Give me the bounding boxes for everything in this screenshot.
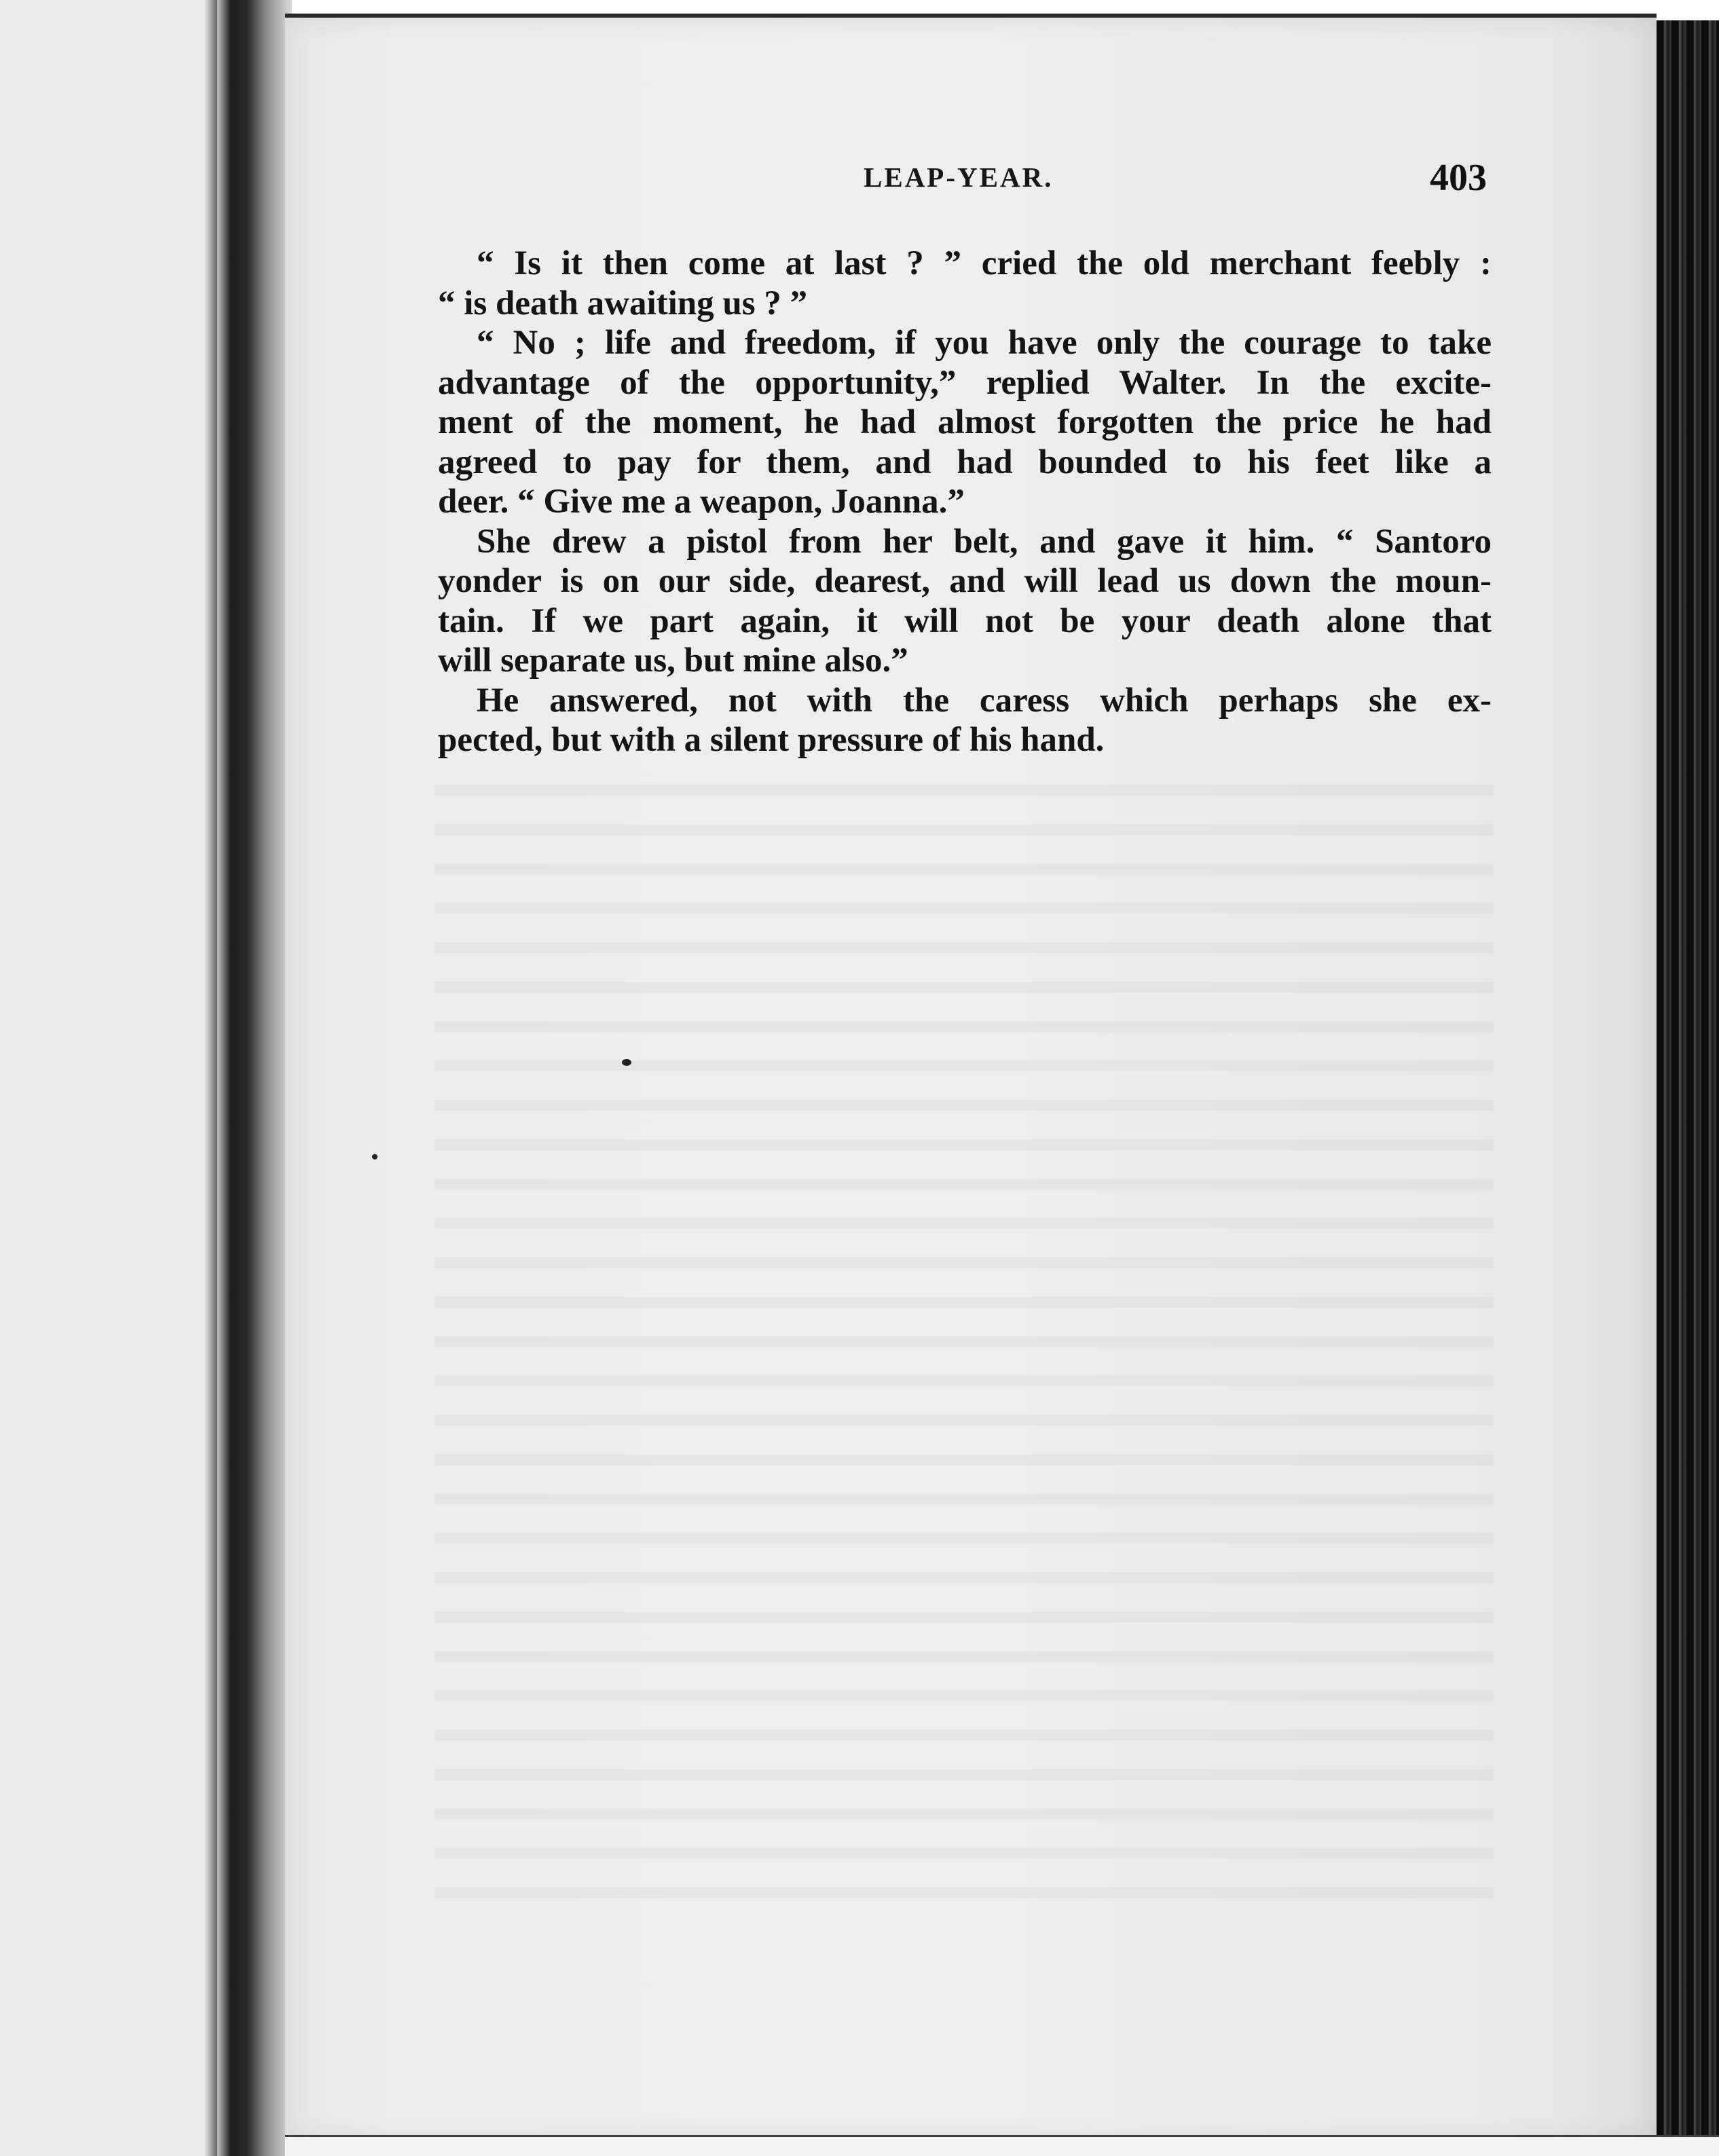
text-line: ment of the moment, he had almost forgotten the price he had [438, 403, 1492, 441]
running-title: LEAP-YEAR. [864, 162, 1054, 193]
book-gutter [217, 0, 292, 2156]
paper-speck [372, 1154, 377, 1159]
text-line: “ is death awaiting us ? ” [438, 284, 808, 322]
bottom-margin-band [285, 2135, 1719, 2156]
text-line: agreed to pay for them, and had bounded to his feet like a [438, 443, 1492, 481]
text-line: tain. If we part again, it will not be your death alone that [438, 602, 1492, 640]
text-line: “ Is it then come at last ? ” cried the old merchant feebly : [477, 244, 1492, 282]
text-line: yonder is on our side, dearest, and will lead us down the moun- [438, 562, 1492, 600]
text-line: will separate us, but mine also.” [438, 642, 908, 680]
paper-speck [622, 1059, 631, 1066]
reverse-side-show-through [435, 760, 1494, 1914]
page-stack-edge [1657, 20, 1719, 2156]
text-line: He answered, not with the caress which perhaps she ex- [477, 682, 1492, 720]
text-line: “ No ; life and freedom, if you have only the courage to take [477, 324, 1492, 362]
text-line: deer. “ Give me a weapon, Joanna.” [438, 483, 965, 521]
left-page-text-clip [0, 0, 103, 2156]
text-line: advantage of the opportunity,” replied Walter. In the excite- [438, 364, 1492, 402]
text-line: She drew a pistol from her belt, and gave it him. “ Santoro [477, 523, 1492, 561]
left-page [0, 0, 217, 2156]
text-line: pected, but with a silent pressure of his hand. [438, 721, 1105, 759]
page-number: 403 [1430, 157, 1487, 199]
